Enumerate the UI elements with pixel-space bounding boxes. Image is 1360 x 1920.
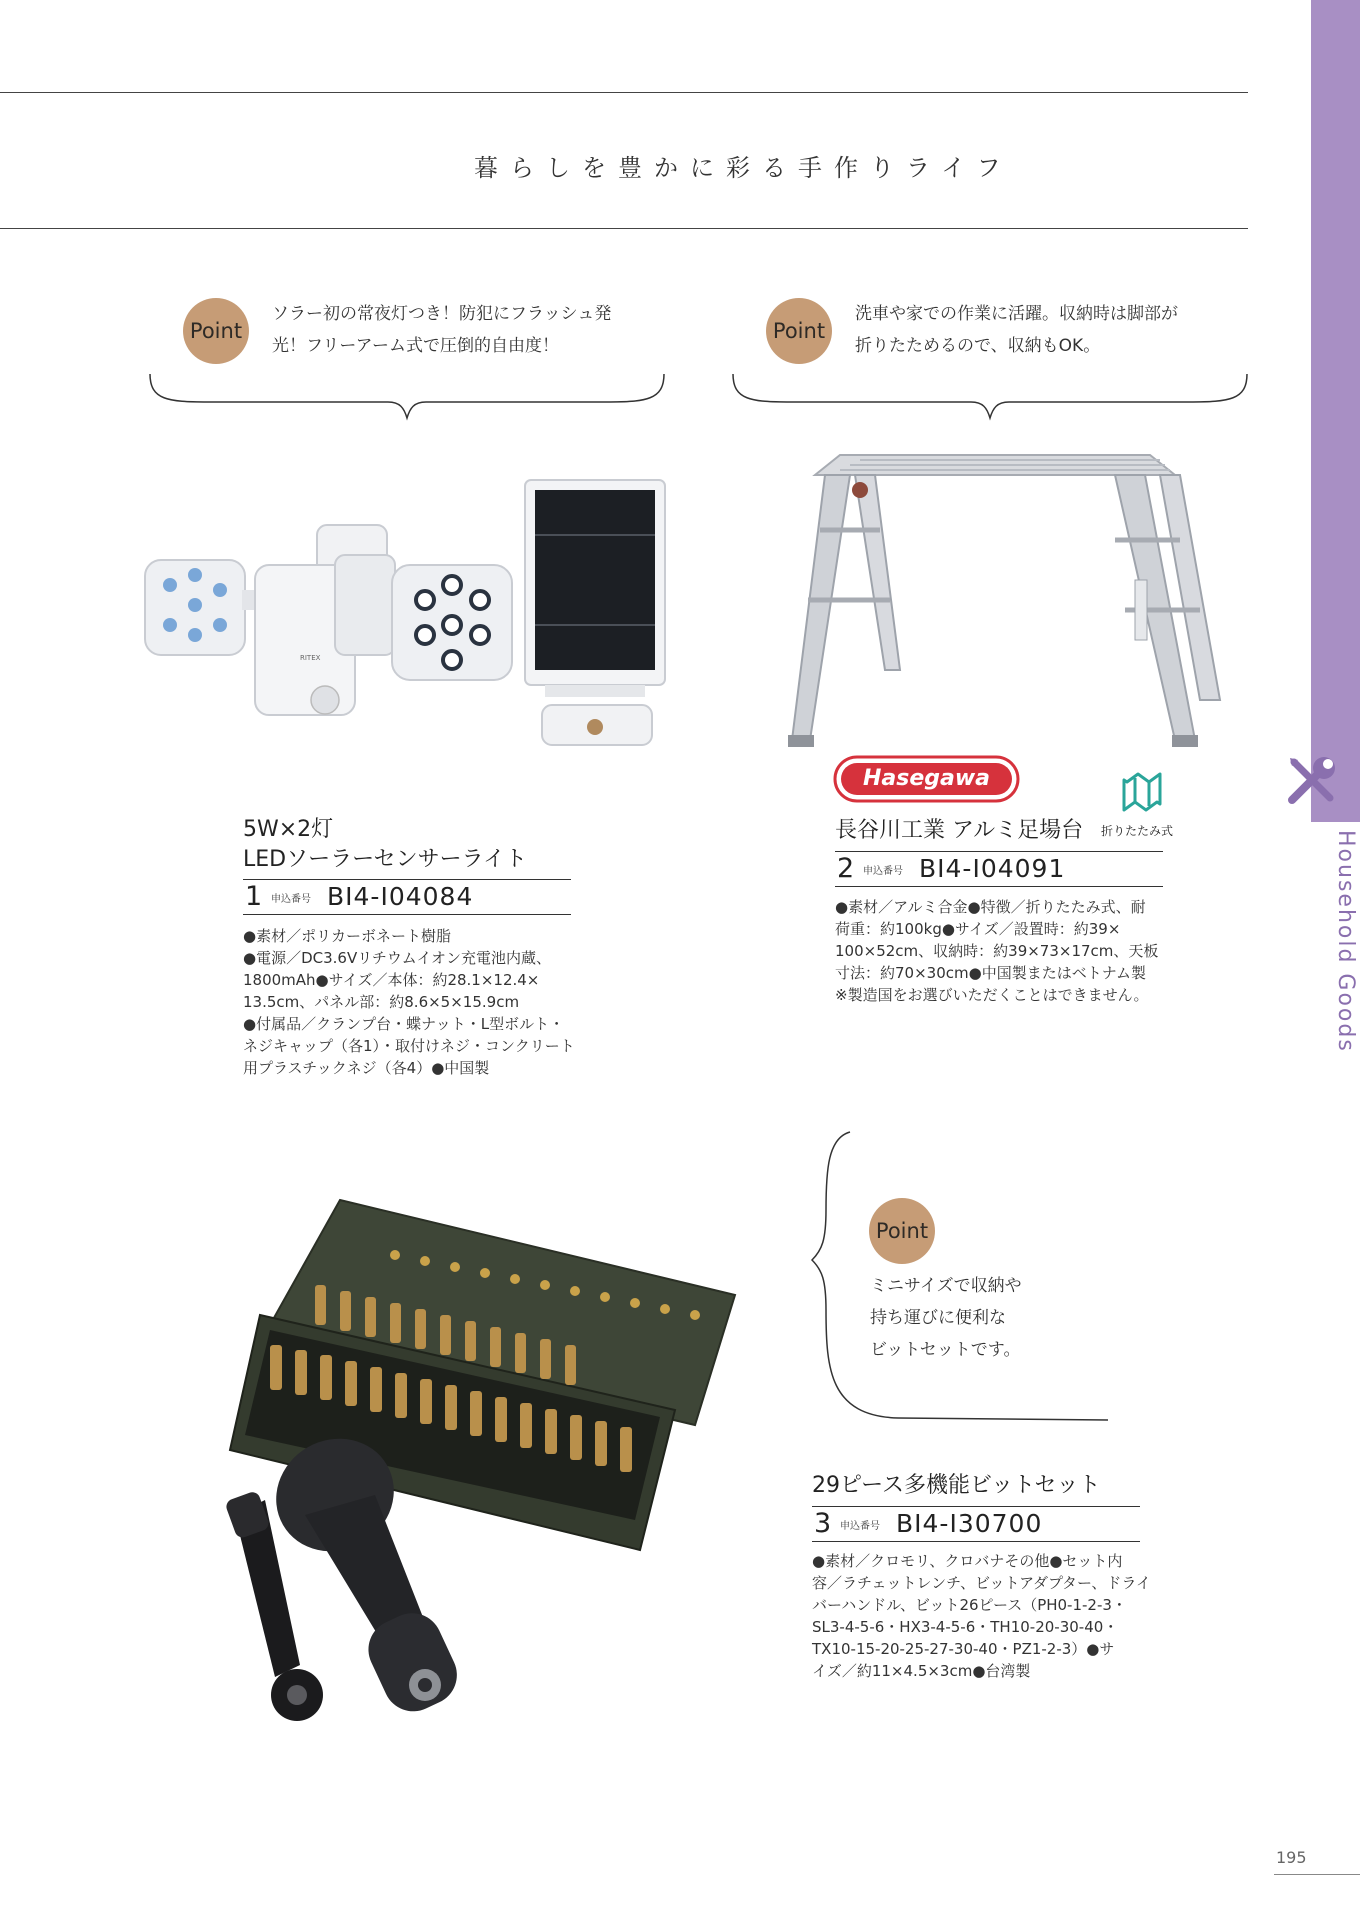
folding-label: 折りたたみ式 [1101, 824, 1174, 838]
spec-line: SL3-4-5-6・HX3-4-5-6・TH10-20-30-40・ [812, 1618, 1119, 1636]
order-code-row [243, 879, 571, 915]
header-top-rule [0, 92, 1248, 93]
bit-set-image [225, 1195, 740, 1750]
spec-line: ●素材／クロモリ、クロバナその他●セット内 [812, 1552, 1123, 1570]
point-text [272, 298, 672, 362]
spec-line: 100×52cm、収納時：約39×73×17cm、天板 [835, 942, 1159, 960]
spec-line: ●電源／DC3.6Vリチウムイオン充電池内蔵、 [243, 949, 552, 967]
aluminum-step-image [780, 440, 1240, 755]
product-number: 3 [814, 1508, 832, 1539]
order-code-label: 申込番号 [863, 866, 903, 877]
product-title: 29ピース多機能ビットセット [812, 1473, 1101, 1498]
product-title-line: 5W×2灯 [243, 817, 334, 842]
category-label: Household Goods [1333, 830, 1358, 1053]
spec-line: ネジキャップ（各1）・取付けネジ・コンクリート [243, 1037, 575, 1055]
product-number: 1 [245, 881, 263, 912]
brand-mark: RITEX [300, 654, 321, 662]
point-text-line: 持ち運びに便利な [870, 1308, 1006, 1328]
tools-icon [1284, 752, 1340, 808]
order-code-label: 申込番号 [271, 894, 311, 905]
order-code: BI4-I30700 [896, 1509, 1043, 1538]
product-number: 2 [837, 853, 855, 884]
spec-line: 1800mAh●サイズ／本体：約28.1×12.4× [243, 971, 540, 989]
spec-line: イズ／約11×4.5×3cm●台湾製 [812, 1662, 1031, 1680]
point-text-line: 光！フリーアーム式で圧倒的自由度！ [272, 336, 559, 356]
product-title [243, 815, 573, 875]
order-code-row [812, 1506, 1140, 1542]
spec-line: ●素材／アルミ合金●特徴／折りたたみ式、耐 [835, 898, 1146, 916]
spec-line: ※製造国をお選びいただくことはできません。 [835, 986, 1149, 1004]
spec-line: 用プラスチックネジ（各4）●中国製 [243, 1059, 490, 1077]
order-code-label: 申込番号 [840, 1521, 880, 1532]
point-text [870, 1270, 1110, 1366]
product-title-line: LEDソーラーセンサーライト [243, 847, 527, 872]
point-text-line: 折りたためるので、収納もOK。 [855, 336, 1101, 356]
led-solar-light-image [140, 475, 680, 750]
point-text-line: ビットセットです。 [870, 1340, 1021, 1360]
hasegawa-logo-text: Hasegawa [862, 766, 991, 791]
point-text-line: ソラー初の常夜灯つき！防犯にフラッシュ発 [272, 304, 612, 324]
spec-line: ●付属品／クランプ台・蝶ナット・L型ボルト・ [243, 1015, 565, 1033]
category-side-tab [1311, 0, 1360, 822]
point-text-line: 洗車や家での作業に活躍。収納時は脚部が [855, 304, 1178, 324]
brace-decoration [731, 372, 1249, 422]
order-code: BI4-I04084 [327, 882, 474, 911]
order-code-row [835, 851, 1163, 887]
spec-line: ●素材／ポリカーボネート樹脂 [243, 927, 451, 945]
product-specs [835, 896, 1175, 1006]
spec-line: バーハンドル、ビット26ピース（PH0-1-2-3・ [812, 1596, 1127, 1614]
point-badge: Point [869, 1198, 935, 1264]
point-badge: Point [766, 298, 832, 364]
spec-line: 寸法：約70×30cm●中国製またはベトナム製 [835, 964, 1146, 982]
folding-icon [1120, 770, 1164, 814]
spec-line: TX10-15-20-25-27-30-40・PZ1-2-3）●サ [812, 1640, 1115, 1658]
brace-decoration [148, 372, 666, 422]
point-text [855, 298, 1255, 362]
page-number-rule [1274, 1874, 1360, 1875]
product-title: 長谷川工業 アルミ足場台 [835, 818, 1084, 843]
hasegawa-logo [833, 755, 1020, 803]
page-number: 195 [1276, 1848, 1307, 1867]
spec-line: 容／ラチェットレンチ、ビットアダプター、ドライ [812, 1574, 1151, 1592]
product-specs [243, 925, 583, 1079]
spec-line: 荷重：約100kg●サイズ／設置時：約39× [835, 920, 1121, 938]
page-tagline: 暮らしを豊かに彩る手作りライフ [474, 154, 1013, 182]
point-text-line: ミニサイズで収納や [870, 1276, 1022, 1296]
product-specs [812, 1550, 1162, 1682]
point-badge: Point [183, 298, 249, 364]
spec-line: 13.5cm、パネル部：約8.6×5×15.9cm [243, 993, 520, 1011]
header-bottom-rule [0, 228, 1248, 229]
order-code: BI4-I04091 [919, 854, 1066, 883]
